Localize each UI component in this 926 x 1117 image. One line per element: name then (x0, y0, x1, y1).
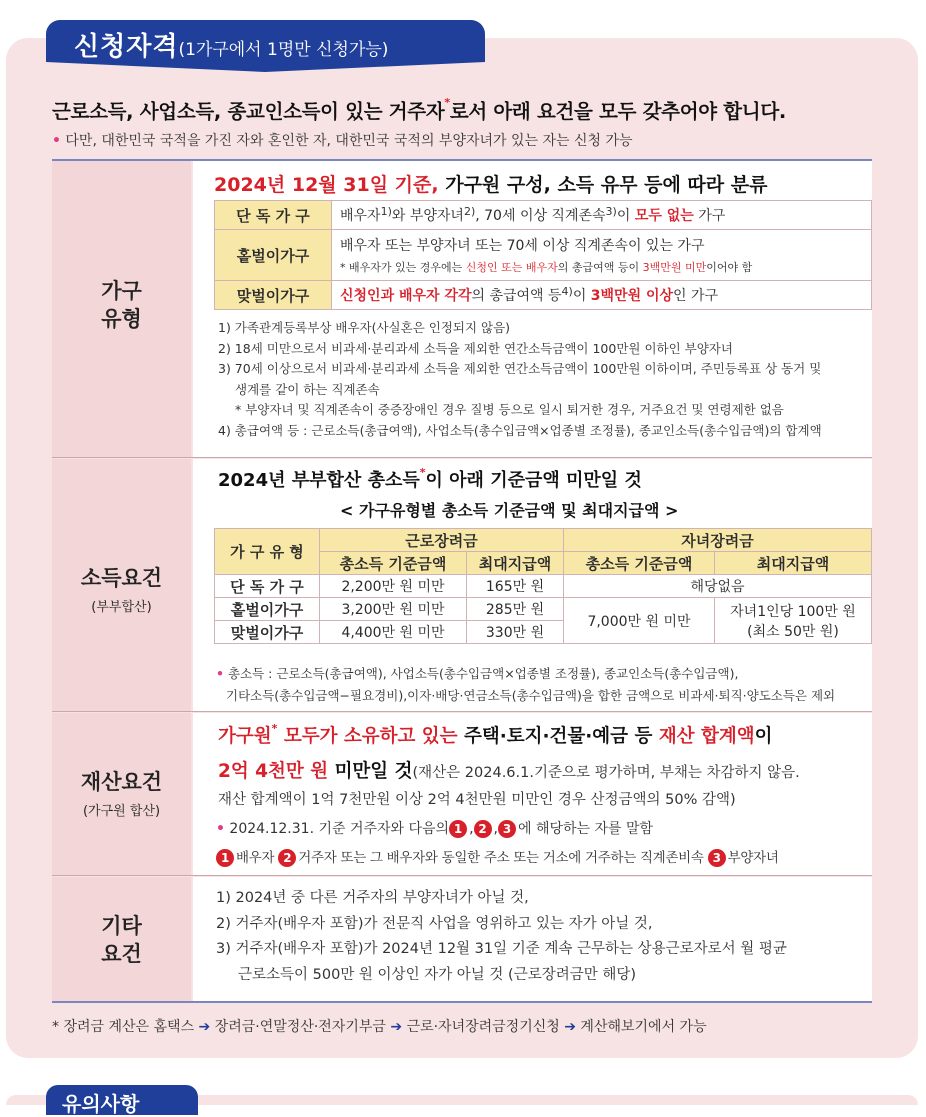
bullet-icon: • (216, 821, 225, 837)
income-heading (218, 466, 642, 492)
household-heading (214, 170, 767, 197)
cell-value (715, 598, 872, 644)
col-max-payment: 최대지급액 (467, 552, 564, 575)
child-max-line1: 자녀1인당 100만 원 (730, 603, 856, 620)
footer-text: 장려금·연말정산·전자기부금 (214, 1019, 386, 1035)
footnote-mark: 3) (605, 205, 617, 218)
row-household-type: 단 독 가 구 (215, 575, 320, 598)
footnote: 4) 총급여액 등 : 근로소득(총급여액), 사업소득(총수입금액×업종별 조정률), 종교인소득(총수입금액)의 합계액 (218, 422, 822, 438)
desc-highlight: 신청인과 배우자 각각 (340, 288, 472, 304)
headline-star: * (444, 96, 450, 109)
property-line2 (218, 757, 800, 783)
page-headline (52, 96, 786, 124)
household-type-desc (332, 281, 872, 310)
footnote-mark: 4) (561, 285, 573, 298)
desc-part: 가구 (693, 208, 726, 224)
text-part: 이 (754, 726, 773, 747)
household-footnotes (218, 318, 822, 441)
household-type-label: 단 독 가 구 (215, 201, 332, 230)
income-note-line1 (216, 663, 835, 685)
footer-text: 장려금 계산은 홈택스 (63, 1019, 195, 1035)
col-group-child-incentive: 자녀장려금 (564, 529, 872, 552)
other-category-line2: 요건 (101, 942, 142, 966)
subnote-text: 다만, 대한민국 국적을 가진 자와 혼인한 자, 대한민국 국적의 부양자녀가 있는 자는 신청 가능 (65, 133, 633, 149)
desc-note (340, 259, 863, 275)
property-line3: 재산 합계액이 1억 7천만원 이상 2억 4천만원 미만인 경우 산정금액의 50% 감액) (218, 792, 736, 808)
col-income-threshold: 총소득 기준금액 (320, 552, 467, 575)
desc-part: 이 (572, 288, 591, 304)
footer-star: * (52, 1019, 59, 1035)
property-category (52, 768, 191, 819)
item-text: 배우자 (236, 850, 275, 866)
desc-part: 이 (616, 208, 635, 224)
table-row (215, 281, 872, 310)
table-row (215, 230, 872, 281)
headline-text-a: 근로소득, 사업소득, 종교인소득이 있는 거주자 (52, 100, 445, 123)
col-group-work-incentive: 근로장려금 (320, 529, 564, 552)
desc-main: 배우자 또는 부양자녀 또는 70세 이상 직계존속이 있는 가구 (340, 238, 705, 254)
item-text: 부양자녀 (727, 850, 779, 866)
property-category-sub: (가구원 합산) (82, 804, 161, 819)
household-type-label: 맞벌이가구 (215, 281, 332, 310)
next-section-title: 유의사항 (62, 1092, 140, 1116)
table-row (215, 201, 872, 230)
household-heading-black: 가구원 구성, 소득 유무 등에 따라 분류 (438, 174, 768, 196)
col-income-threshold: 총소득 기준금액 (564, 552, 715, 575)
household-type-label: 홑벌이가구 (215, 230, 332, 281)
cell-value: 4,400만 원 미만 (320, 621, 467, 644)
text-part: 주택·토지·건물·예금 등 (464, 726, 659, 747)
property-items (216, 846, 779, 867)
footnote-mark: 2) (463, 205, 476, 218)
income-heading-a: 2024년 부부합산 총소득 (218, 470, 420, 491)
desc-part: , 70세 이상 직계존속 (475, 208, 606, 224)
desc-part: 인 가구 (673, 288, 719, 304)
text-highlight: 가구원 (218, 726, 272, 747)
table-row (215, 598, 872, 621)
note-part: 의 총급여액 등이 (557, 261, 643, 274)
note-part: 이어야 함 (706, 261, 753, 274)
number-one-icon: 1 (449, 820, 467, 838)
headline-subnote (52, 130, 633, 150)
footnote: 생계를 같이 하는 직계존속 (235, 381, 380, 397)
footnote: * 부양자녀 및 직계존속이 중증장애인 경우 질병 등으로 일시 퇴거한 경우, 거주요건 및 연령제한 없음 (235, 402, 784, 417)
table-row (215, 529, 872, 552)
income-category-title: 소득요건 (80, 566, 163, 590)
bullet-icon: • (216, 666, 224, 681)
text-highlight: 2억 4천만 원 (218, 761, 335, 782)
row-divider (52, 875, 872, 876)
section-banner (46, 20, 485, 70)
cell-value: 165만 원 (467, 575, 564, 598)
requirement-line: 3) 거주자(배우자 포함)가 2024년 12월 31일 기준 계속 근무하는 상용근로자로서 월 평균 (216, 941, 787, 957)
banner-notch (46, 62, 485, 72)
income-criteria-table (214, 528, 872, 644)
requirement-line: 2) 거주자(배우자 포함)가 전문직 사업을 영위하고 있는 자가 아닐 것, (216, 915, 653, 932)
desc-highlight: 모두 없는 (634, 208, 694, 224)
cell-value: 330만 원 (467, 621, 564, 644)
footer-text: 근로·자녀장려금정기신청 (406, 1019, 560, 1035)
income-table-title: < 가구유형별 총소득 기준금액 및 최대지급액 > (340, 501, 679, 520)
text-bold: 미만일 것 (334, 761, 413, 782)
row-divider (52, 457, 872, 458)
household-type-desc (332, 201, 872, 230)
other-requirements (216, 886, 787, 988)
property-line1 (218, 722, 772, 748)
number-three-icon: 3 (708, 849, 726, 867)
cell-value: 7,000만 원 미만 (564, 598, 715, 644)
property-note: • 2024.12.31. 기준 거주자와 다음의 1 , 2 , 3 에 해당하는 자를 말함 (216, 821, 654, 837)
household-category-line2: 유형 (101, 307, 142, 331)
footnote: 3) 70세 이상으로서 비과세·분리과세 소득을 제외한 연간소득금액이 100만원 이하이며, 주민등록표 상 동거 및 (218, 361, 822, 376)
footer-guide (52, 1016, 707, 1036)
other-category (52, 912, 191, 968)
cell-value: 3,200만 원 미만 (320, 598, 467, 621)
col-household-type: 가 구 유 형 (215, 529, 320, 575)
number-two-icon: 2 (278, 849, 296, 867)
desc-part: 의 총급여액 등 (471, 288, 562, 304)
star-mark: * (271, 722, 278, 735)
text-highlight: 모두가 소유하고 있는 (277, 726, 464, 747)
requirement-line: 근로소득이 500만 원 이상인 자가 아닐 것 (근로장려금만 해당) (238, 966, 637, 983)
footnote: 1) 가족관계등록부상 배우자(사실혼은 인정되지 않음) (218, 320, 511, 335)
cell-value: 285만 원 (467, 598, 564, 621)
child-max-line2: (최소 50만 원) (747, 623, 839, 640)
other-category-line1: 기타 (101, 914, 142, 938)
household-type-desc (332, 230, 872, 281)
household-type-table (214, 200, 872, 310)
household-heading-red: 2024년 12월 31일 기준, (214, 174, 439, 196)
number-one-icon: 1 (216, 849, 234, 867)
income-note (216, 663, 835, 707)
income-heading-b: 이 아래 기준금액 미만일 것 (425, 470, 642, 491)
cell-value: 2,200만 원 미만 (320, 575, 467, 598)
note-highlight: 신청인 또는 배우자 (465, 261, 558, 274)
row-household-type: 맞벌이가구 (215, 621, 320, 644)
table-row (215, 575, 872, 598)
text-highlight: 재산 합계액 (658, 726, 755, 747)
desc-part: 배우자 (340, 208, 381, 224)
number-three-icon: 3 (498, 820, 516, 838)
row-divider (52, 711, 872, 712)
footnote-mark: 1) (380, 205, 392, 218)
income-note-line2: 기타소득(총수입금액−필요경비),이자·배당·연금소득(총수입금액)을 합한 금액으로 비과세·퇴직·양도소득은 제외 (226, 688, 836, 703)
income-heading-star: * (419, 466, 426, 479)
arrow-right-icon: ➔ (564, 1019, 576, 1035)
household-category-line1: 가구 (101, 279, 142, 303)
item-text: 거주자 또는 그 배우자와 동일한 주소 또는 거소에 거주하는 직계존비속 (298, 850, 704, 866)
number-two-icon: 2 (474, 820, 492, 838)
headline-text-b: 로서 아래 요건을 모두 갖추어야 합니다. (449, 100, 786, 123)
footnote: 2) 18세 미만으로서 비과세·분리과세 소득을 제외한 연간소득금액이 100만원 이하인 부양자녀 (218, 340, 733, 356)
income-category (52, 564, 191, 615)
note-text: 총소득 : 근로소득(총급여액), 사업소득(총수입금액×업종별 조정률), 종교인소득(총수입금액), (227, 666, 739, 681)
household-category (52, 277, 191, 333)
desc-highlight: 3백만원 이상 (590, 288, 674, 304)
footer-text: 계산해보기에서 가능 (580, 1019, 707, 1035)
income-category-sub: (부부합산) (91, 600, 152, 615)
note-part: * 배우자가 있는 경우에는 (340, 261, 466, 274)
cell-value: 해당없음 (564, 575, 872, 598)
text-part: (재산은 2024.6.1.기준으로 평가하며, 부채는 차감하지 않음. (412, 765, 800, 781)
property-category-title: 재산요건 (80, 770, 163, 794)
note-text: 2024.12.31. 기준 거주자와 다음의 (229, 821, 450, 837)
bottom-divider (52, 1001, 872, 1003)
note-text: 에 해당하는 자를 말함 (518, 821, 654, 837)
note-highlight: 3백만원 미만 (642, 261, 707, 274)
requirement-line: 1) 2024년 중 다른 거주자의 부양자녀가 아닐 것, (216, 890, 529, 906)
bullet-icon: • (52, 133, 61, 149)
desc-part: 와 부양자녀 (391, 208, 464, 224)
arrow-right-icon: ➔ (198, 1019, 211, 1035)
banner-text (74, 26, 388, 63)
arrow-right-icon: ➔ (390, 1019, 403, 1035)
col-max-payment: 최대지급액 (715, 552, 872, 575)
banner-title: 신청자격 (74, 32, 179, 62)
banner-subtitle: (1가구에서 1명만 신청가능) (178, 40, 389, 60)
row-household-type: 홑벌이가구 (215, 598, 320, 621)
